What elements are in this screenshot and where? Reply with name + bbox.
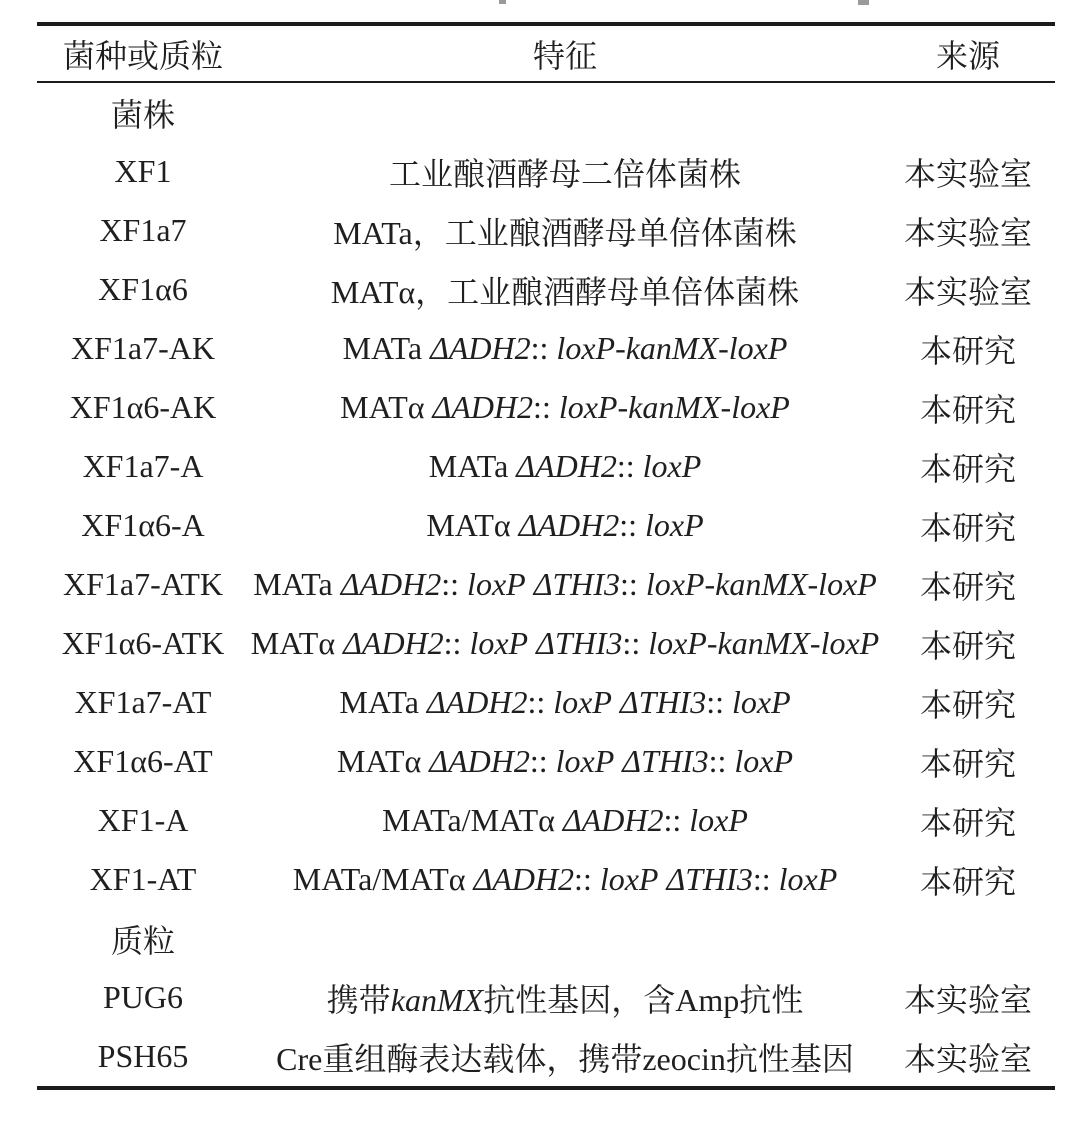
gene-name-italic: ΔADH2: [343, 625, 444, 661]
feature-cell: [249, 791, 881, 850]
source-cell: 本研究: [919, 450, 1016, 487]
gene-name-italic: loxP-kanMX-loxP: [556, 330, 788, 366]
feature-text: MATa/MATα: [382, 802, 563, 838]
gene-name-italic: loxP: [731, 684, 791, 720]
strain-name-cell: XF1-A: [97, 802, 189, 838]
strain-name-cell: XF1: [114, 153, 172, 189]
gene-name-italic: loxP-kanMX-loxP: [645, 566, 877, 602]
table-row: [37, 437, 1055, 496]
feature-cell: [249, 1027, 881, 1088]
strains-plasmids-table: [37, 22, 1055, 1090]
gene-name-italic: ΔADH2: [516, 448, 617, 484]
column-header-strain-or-plasmid: 菌种或质粒: [37, 24, 249, 82]
table-row: [37, 968, 1055, 1027]
feature-text: ::: [706, 684, 732, 720]
feature-text: MATa: [339, 684, 427, 720]
gene-name-italic: loxP: [689, 802, 748, 838]
table-row: [37, 201, 1055, 260]
gene-name-italic: loxP-kanMX-loxP: [558, 389, 790, 425]
feature-cell: [249, 555, 881, 614]
feature-cell: [249, 82, 881, 142]
section-label: 菌株: [110, 96, 175, 133]
feature-cell: [249, 909, 881, 968]
feature-text: ::: [574, 861, 600, 897]
feature-text: ::: [619, 507, 645, 543]
feature-text: MATα: [426, 507, 519, 543]
strain-name-cell: XF1α6: [98, 271, 188, 307]
table-row: [37, 260, 1055, 319]
gene-name-italic: ΔADH2: [432, 389, 534, 425]
column-header-source: 来源: [881, 24, 1055, 82]
feature-cell: [249, 673, 881, 732]
cropped-text-artifact: [499, 0, 506, 4]
feature-text: MATα: [250, 625, 344, 661]
strain-name-cell: XF1α6-A: [81, 507, 205, 543]
table-row: [37, 378, 1055, 437]
strain-name-cell: PSH65: [97, 1038, 189, 1074]
feature-text: MATa: [342, 330, 431, 366]
gene-name-italic: loxP: [645, 507, 704, 543]
feature-text: [612, 684, 620, 720]
source-cell: 本实验室: [903, 214, 1032, 251]
feature-cell: [249, 319, 881, 378]
feature-cell: [249, 496, 881, 555]
feature-text: ::: [752, 861, 779, 897]
feature-text: ::: [533, 389, 559, 425]
source-cell: [881, 909, 1055, 968]
gene-name-italic: ΔTHI3: [619, 684, 707, 720]
strain-name-cell: XF1a7-AK: [71, 330, 215, 366]
table-row: [37, 791, 1055, 850]
feature-text: MATa/MATα: [292, 861, 474, 897]
feature-cell: [249, 201, 881, 260]
strain-name-cell: XF1a7-AT: [74, 684, 212, 720]
source-cell: 本实验室: [903, 981, 1032, 1018]
feature-text: 工业酿酒酵母二倍体菌株: [388, 155, 741, 192]
feature-text: Cre重组酶表达载体，携带zeocin抗性基因: [276, 1040, 854, 1077]
feature-text: MATα: [340, 389, 433, 425]
strain-name-cell: XF1a7: [99, 212, 187, 248]
feature-text: ::: [616, 448, 643, 484]
feature-text: [528, 625, 536, 661]
section-row: [37, 82, 1055, 142]
table-row: [37, 850, 1055, 909]
gene-name-italic: ΔTHI3: [536, 625, 623, 661]
feature-cell: [249, 850, 881, 909]
gene-name-italic: loxP: [555, 743, 615, 779]
feature-text: ::: [529, 743, 556, 779]
table-row: [37, 1027, 1055, 1088]
gene-name-italic: loxP: [642, 448, 702, 484]
gene-name-italic: ΔADH2: [426, 684, 528, 720]
feature-text: MATα: [336, 743, 430, 779]
section-label: 质粒: [110, 922, 175, 959]
strain-name-cell: XF1-AT: [89, 861, 197, 897]
gene-name-italic: ΔADH2: [429, 743, 530, 779]
feature-text: ::: [620, 566, 646, 602]
feature-cell: [249, 142, 881, 201]
gene-name-italic: loxP-kanMX-loxP: [648, 625, 880, 661]
gene-name-italic: ΔADH2: [518, 507, 620, 543]
column-header-feature: 特征: [249, 24, 881, 82]
feature-text: ::: [663, 802, 690, 838]
table-row: [37, 496, 1055, 555]
strain-name-cell: XF1a7-A: [82, 448, 204, 484]
feature-text: 携带: [326, 981, 391, 1018]
source-cell: 本研究: [919, 627, 1016, 664]
source-cell: [881, 82, 1055, 142]
gene-name-italic: ΔADH2: [430, 330, 531, 366]
table-row: [37, 673, 1055, 732]
feature-cell: [249, 437, 881, 496]
gene-name-italic: loxP: [467, 566, 526, 602]
strain-name-cell: XF1α6-AT: [73, 743, 213, 779]
gene-name-italic: loxP: [553, 684, 612, 720]
table-row: [37, 142, 1055, 201]
gene-name-italic: kanMX: [390, 981, 484, 1018]
table-row: [37, 732, 1055, 791]
gene-name-italic: loxP: [734, 743, 794, 779]
source-cell: 本实验室: [903, 1040, 1032, 1077]
feature-text: 抗性基因，含Amp抗性: [483, 981, 804, 1018]
strain-name-cell: XF1α6-AK: [69, 389, 217, 425]
gene-name-italic: loxP: [599, 861, 659, 897]
feature-text: ::: [622, 625, 649, 661]
feature-text: ::: [527, 684, 554, 720]
table-row: [37, 614, 1055, 673]
feature-text: [526, 566, 534, 602]
strain-name-cell: PUG6: [102, 979, 183, 1015]
gene-name-italic: ΔTHI3: [666, 861, 753, 897]
source-cell: 本研究: [919, 745, 1016, 782]
source-cell: 本研究: [919, 686, 1016, 723]
feature-text: MATa: [253, 566, 341, 602]
table-row: [37, 319, 1055, 378]
feature-text: ::: [708, 743, 735, 779]
cropped-text-artifact: [858, 0, 869, 5]
table-body: [37, 82, 1055, 1088]
feature-cell: [249, 732, 881, 791]
table-row: [37, 555, 1055, 614]
source-cell: 本研究: [919, 804, 1016, 841]
gene-name-italic: ΔADH2: [473, 861, 575, 897]
strain-name-cell: XF1a7-ATK: [63, 566, 223, 602]
gene-name-italic: ΔTHI3: [622, 743, 709, 779]
source-cell: 本研究: [919, 391, 1016, 428]
source-cell: 本研究: [919, 509, 1016, 546]
gene-name-italic: ΔTHI3: [533, 566, 621, 602]
source-cell: 本研究: [919, 332, 1016, 369]
feature-text: ::: [441, 566, 468, 602]
feature-cell: [249, 260, 881, 319]
source-cell: 本实验室: [903, 273, 1032, 310]
source-cell: 本实验室: [903, 155, 1032, 192]
feature-text: MATa，工业酿酒酵母单倍体菌株: [333, 214, 797, 251]
gene-name-italic: loxP: [778, 861, 838, 897]
feature-text: ::: [530, 330, 557, 366]
source-cell: 本研究: [919, 568, 1016, 605]
strain-name-cell: XF1α6-ATK: [61, 625, 225, 661]
feature-text: MATa: [428, 448, 517, 484]
table-header-row: [37, 24, 1055, 82]
source-cell: 本研究: [919, 863, 1016, 900]
feature-cell: [249, 378, 881, 437]
gene-name-italic: ΔADH2: [340, 566, 442, 602]
gene-name-italic: loxP: [469, 625, 529, 661]
feature-cell: [249, 968, 881, 1027]
feature-cell: [249, 614, 881, 673]
feature-text: ::: [443, 625, 470, 661]
section-row: [37, 909, 1055, 968]
gene-name-italic: ΔADH2: [562, 802, 664, 838]
feature-text: MATα，工业酿酒酵母单倍体菌株: [330, 273, 800, 310]
table-header: [37, 24, 1055, 82]
